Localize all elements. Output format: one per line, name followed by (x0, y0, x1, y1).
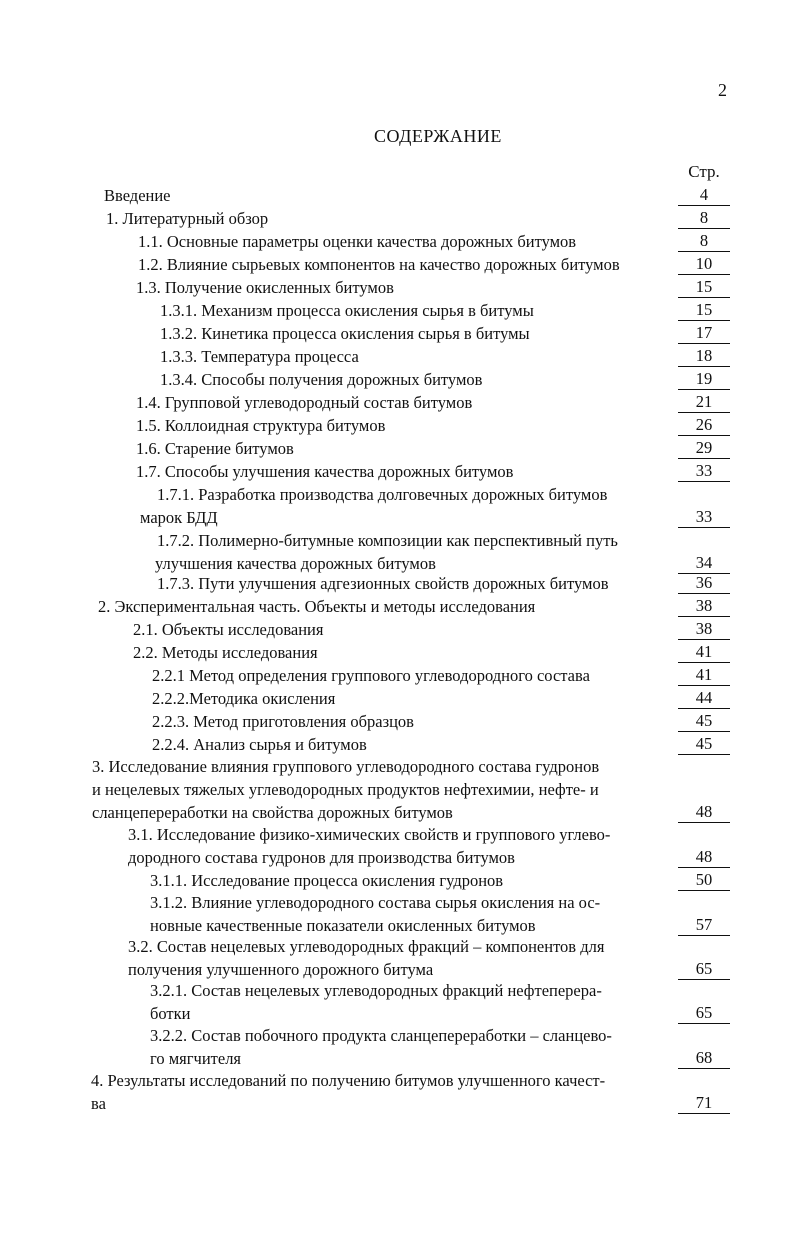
toc-page-number: 17 (678, 322, 730, 344)
toc-entry-line: 2.2.1 Метод определения группового углеводородного состава (152, 666, 590, 685)
toc-entry (0, 483, 607, 529)
toc-entry (0, 869, 503, 892)
toc-entry (0, 184, 171, 207)
toc-entry (0, 641, 318, 664)
toc-entry (0, 276, 394, 299)
toc-entry (0, 823, 610, 869)
toc-page-number: 41 (678, 664, 730, 686)
toc-entry (0, 345, 359, 368)
toc-entry (0, 414, 385, 437)
toc-entry-line: 1.3.3. Температура процесса (160, 347, 359, 366)
toc-entry-line: 1.4. Групповой углеводородный состав битумов (136, 393, 473, 412)
toc-entry-line: 1.7. Способы улучшения качества дорожных битумов (136, 462, 514, 481)
toc-entry-line: 2.2. Методы исследования (133, 643, 318, 662)
toc-page-number: 45 (678, 710, 730, 732)
toc-page-number: 36 (678, 572, 730, 594)
toc-page-number: 8 (678, 230, 730, 252)
toc-entry (0, 664, 590, 687)
toc-page-number: 45 (678, 733, 730, 755)
toc-entry-line: 4. Результаты исследований по получению битумов улучшенного качест- (91, 1071, 606, 1090)
toc-page-number: 26 (678, 414, 730, 436)
toc-entry-line: 1.7.3. Пути улучшения адгезионных свойств дорожных битумов (157, 574, 609, 593)
toc-page-number: 18 (678, 345, 730, 367)
toc-entry (0, 230, 576, 253)
toc-entry-line: 1.5. Коллоидная структура битумов (136, 416, 386, 435)
toc-entry-line: 2.1. Объекты исследования (133, 620, 324, 639)
toc-entry-line: 2. Экспериментальная часть. Объекты и методы исследования (98, 597, 536, 616)
toc-entry (0, 595, 535, 618)
toc-page-number: 4 (678, 184, 730, 206)
toc-entry (0, 891, 600, 937)
toc-entry-line: получения улучшенного дорожного битума (128, 960, 434, 979)
toc-page-number: 48 (678, 846, 730, 868)
toc-entry-line: 1.3.2. Кинетика процесса окисления сырья в битумы (160, 324, 530, 343)
toc-entry-line: 1.7.2. Полимерно-битумные композиции как перспективный путь (157, 531, 618, 550)
toc-entry-line: го мягчителя (150, 1049, 242, 1068)
toc-entry (0, 322, 530, 345)
toc-page-number: 50 (678, 869, 730, 891)
toc-page-number: 8 (678, 207, 730, 229)
toc-page-number: 65 (678, 958, 730, 980)
toc-page-number: 33 (678, 460, 730, 482)
toc-entry (0, 979, 602, 1025)
toc-entry (0, 572, 609, 595)
page-column-header: Стр. (688, 162, 720, 181)
toc-entry (0, 299, 534, 322)
toc-entry-line: 1.1. Основные параметры оценки качества дорожных битумов (138, 232, 577, 251)
toc-page-number: 71 (678, 1092, 730, 1114)
toc-entry (0, 391, 472, 414)
toc-page-number: 21 (678, 391, 730, 413)
toc-page-number: 29 (678, 437, 730, 459)
toc-page-number: 15 (678, 276, 730, 298)
toc-entry (0, 368, 482, 391)
toc-entry-line: новные качественные показатели окисленных битумов (150, 916, 536, 935)
toc-page-number: 33 (678, 506, 730, 528)
toc-entry (0, 207, 268, 230)
toc-entry-line: 1. Литературный обзор (106, 209, 269, 228)
toc-entry-line: 3.2.2. Состав побочного продукта сланцепереработки – сланцево- (150, 1026, 612, 1045)
toc-entry (0, 437, 294, 460)
toc-entry-line: 2.2.4. Анализ сырья и битумов (152, 735, 367, 754)
toc-entry (0, 710, 414, 733)
toc-entry (0, 1069, 605, 1115)
toc-page-number: 48 (678, 801, 730, 823)
toc-entry (0, 1024, 612, 1070)
toc-entry-line: 3.2. Состав нецелевых углеводородных фракций – компонентов для (128, 937, 605, 956)
toc-page-number: 10 (678, 253, 730, 275)
toc-entry (0, 935, 604, 981)
toc-entry (0, 253, 620, 276)
toc-entry (0, 733, 367, 756)
toc-entry (0, 460, 513, 483)
toc-entry-line: ва (91, 1094, 106, 1113)
toc-entry-line: марок БДД (140, 508, 218, 527)
toc-entry-line: 3.1.2. Влияние углеводородного состава сырья окисления на ос- (150, 893, 601, 912)
toc-entry-line: сланцепереработки на свойства дорожных битумов (92, 803, 453, 822)
toc-entry (0, 618, 323, 641)
toc-entry-line: 1.3.4. Способы получения дорожных битумов (160, 370, 483, 389)
toc-page-number: 38 (678, 595, 730, 617)
toc-entry (0, 687, 335, 710)
toc-entry-line: дородного состава гудронов для производства битумов (128, 848, 515, 867)
toc-page-number: 41 (678, 641, 730, 663)
toc-entry-line: Введение (104, 186, 171, 205)
toc-entry-line: улучшения качества дорожных битумов (155, 554, 436, 573)
toc-entry-line: 3.1.1. Исследование процесса окисления гудронов (150, 871, 504, 890)
page-title: СОДЕРЖАНИЕ (374, 126, 502, 146)
toc-page-number: 65 (678, 1002, 730, 1024)
toc-page-number: 68 (678, 1047, 730, 1069)
toc-entry-line: 3.1. Исследование физико-химических свойств и группового углево- (128, 825, 611, 844)
toc-entry-line: 3. Исследование влияния группового углеводородного состава гудронов (92, 757, 600, 776)
toc-page-number: 38 (678, 618, 730, 640)
toc-entry-line: 1.7.1. Разработка производства долговечных дорожных битумов (157, 485, 608, 504)
toc-page-number: 15 (678, 299, 730, 321)
toc-entry-line: 2.2.3. Метод приготовления образцов (152, 712, 414, 731)
toc-entry-line: и нецелевых тяжелых углеводородных продуктов нефтехимии, нефте- и (92, 780, 599, 799)
toc-entry-line: 1.6. Старение битумов (136, 439, 294, 458)
toc-page-number: 34 (678, 552, 730, 574)
toc-entry-line: 2.2.2.Методика окисления (152, 689, 336, 708)
toc-page-number: 57 (678, 914, 730, 936)
toc-entry (0, 529, 618, 575)
toc-entry-line: 1.3.1. Механизм процесса окисления сырья в битумы (160, 301, 534, 320)
toc-entry-line: ботки (150, 1004, 191, 1023)
toc-entry-line: 1.3. Получение окисленных битумов (136, 278, 394, 297)
toc-entry-line: 3.2.1. Состав нецелевых углеводородных фракций нефтеперера- (150, 981, 602, 1000)
page-number: 2 (718, 80, 727, 100)
toc-entry (0, 755, 599, 824)
toc-page-number: 44 (678, 687, 730, 709)
toc-entry-line: 1.2. Влияние сырьевых компонентов на качество дорожных битумов (138, 255, 620, 274)
toc-page-number: 19 (678, 368, 730, 390)
